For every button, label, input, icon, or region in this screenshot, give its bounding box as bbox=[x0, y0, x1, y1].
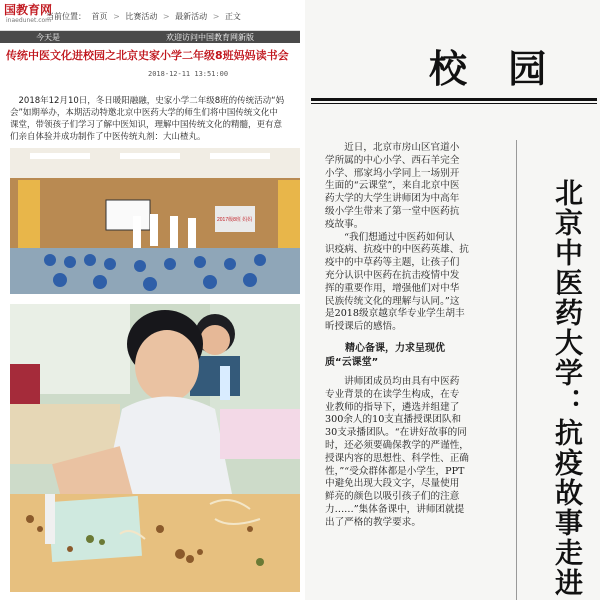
column-divider bbox=[516, 140, 517, 600]
site-logo-domain: inaedunet.com bbox=[6, 17, 52, 24]
paper-line: 中避免出现大段文字，尽量使用 bbox=[325, 478, 460, 490]
paper-subhead: 质“云课堂” bbox=[325, 356, 379, 368]
breadcrumb-separator: > bbox=[113, 12, 120, 21]
breadcrumb-current: 正文 bbox=[224, 12, 241, 21]
paper-line: 讲师团成员均由具有中医药 bbox=[325, 375, 460, 387]
paper-line: 近日，北京市房山区官道小 bbox=[325, 142, 460, 153]
masthead-rule bbox=[311, 98, 597, 101]
paper-line: “我们想通过中医药如何认 bbox=[325, 231, 455, 243]
article-line: 会”如期举办，本期活动特邀北京中医药大学的师生们将中国传统文化中 bbox=[10, 108, 278, 118]
paper-line: 级小学生带来了第一堂中医药抗 bbox=[325, 205, 460, 217]
paper-line: 鲜亮的颜色以吸引孩子们的注意 bbox=[325, 491, 460, 503]
newspaper-masthead: 校 园 bbox=[429, 46, 561, 91]
breadcrumb-home[interactable]: 首页 bbox=[91, 12, 108, 21]
paper-line: 识疫病、抗疫中的中医药英雄、抗 bbox=[325, 244, 469, 256]
paper-line: 力……”集体备课中，讲师团就提 bbox=[325, 503, 465, 515]
paper-subhead: 精心备课，力求呈现优 bbox=[325, 342, 445, 354]
paper-line: 时，还必须要确保教学的严谨性， bbox=[325, 439, 469, 451]
site-logo[interactable]: 国教育网 bbox=[4, 3, 53, 17]
article-line: 2018年12月10日，冬日暖阳融融，史家小学二年级8班的传统活动“妈 bbox=[10, 96, 285, 106]
breadcrumb-separator: > bbox=[162, 12, 170, 21]
newspaper-headline: 北京中医药大学：抗疫故事走进 bbox=[551, 178, 584, 598]
paper-line: 生面的“云课堂”，来自北京中医 bbox=[325, 180, 460, 192]
article-line: 课堂，带领孩子们学习了解中医知识，理解中国传统文化的精髓，更有意 bbox=[10, 120, 283, 130]
paper-line: 学所属的中心小学、西石羊完全 bbox=[325, 154, 460, 166]
welcome-text: 欢迎访问中国教育网新版 bbox=[166, 33, 254, 42]
paper-line: 挥的重要作用，增强他们对中华 bbox=[325, 282, 460, 294]
paper-line: 民族传统文化的理解与认同。”这 bbox=[325, 295, 460, 307]
site-header bbox=[0, 0, 300, 31]
paper-line: 30支录播团队。“在讲好故事的同 bbox=[325, 427, 467, 439]
paper-line: 小学、邢家坞小学同上一场别开 bbox=[325, 167, 460, 179]
paper-line: 专业背景的在读学生构成，在专 bbox=[325, 388, 460, 400]
breadcrumb-latest-activity[interactable]: 最新活动 bbox=[175, 12, 208, 21]
article-line: 们亲自体验并成功制作了中医传统丸剂：大山楂丸。 bbox=[10, 132, 206, 142]
newspaper-panel bbox=[305, 0, 600, 600]
paper-line: 疫中的中草药等主题，让孩子们 bbox=[325, 257, 460, 269]
date-label: 今天是 bbox=[36, 33, 60, 42]
paper-line: 授课内容的思想性、科学性、正确 bbox=[325, 452, 469, 464]
article-body bbox=[10, 95, 300, 143]
paper-line: 昕授课后的感悟。 bbox=[325, 321, 402, 333]
classroom-photo bbox=[10, 148, 300, 294]
breadcrumb bbox=[46, 11, 244, 22]
paper-line: 性，”“受众群体都是小学生，PPT bbox=[325, 465, 465, 477]
paper-line: 业教师的指导下，遴选并组建了 bbox=[325, 401, 460, 413]
paper-line: 充分认识中医药在抗击疫情中发 bbox=[325, 269, 460, 281]
breadcrumb-competitions[interactable]: 比赛活动 bbox=[125, 12, 158, 21]
newspaper-column bbox=[325, 142, 511, 530]
slide-text: 2017级8班 妈妈 bbox=[217, 217, 253, 223]
paper-line: 是2018级京越京华专业学生胡丰 bbox=[325, 308, 465, 320]
student-photo bbox=[10, 304, 300, 592]
paper-line: 药大学的大学生讲师团为中高年 bbox=[325, 193, 460, 205]
masthead-rule-thin bbox=[311, 103, 597, 104]
breadcrumb-prefix: 当前位置： bbox=[46, 12, 86, 21]
top-info-bar bbox=[0, 31, 300, 43]
breadcrumb-separator: > bbox=[212, 12, 220, 21]
article-datetime: 2018-12-11 13:51:00 bbox=[148, 70, 229, 78]
paper-line: 300余人的10支直播授课团队和 bbox=[325, 414, 462, 426]
paper-line: 出了严格的教学要求。 bbox=[325, 516, 421, 528]
paper-line: 疫故事。 bbox=[325, 218, 364, 230]
article-title: 传统中医文化进校园之北京史家小学二年级8班妈妈读书会 bbox=[6, 49, 289, 62]
